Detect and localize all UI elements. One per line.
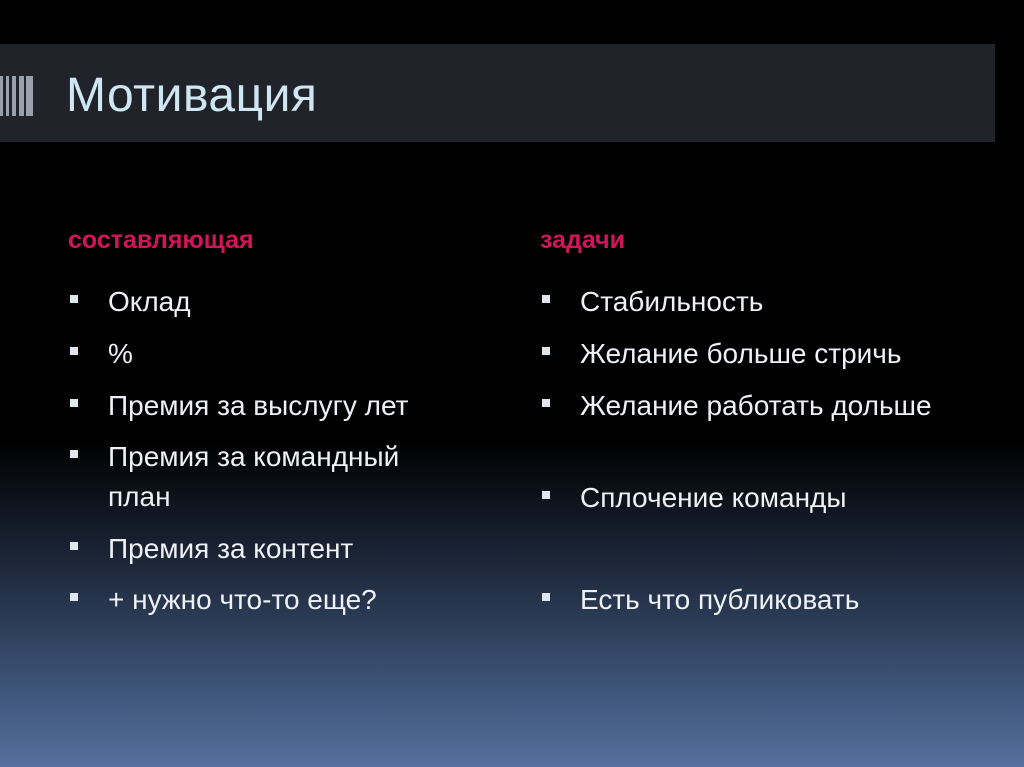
slide-title: Мотивация: [66, 69, 318, 122]
right-column: [540, 222, 980, 615]
list-item-text: Есть что публиковать: [580, 584, 860, 615]
square-bullet-icon: [542, 347, 550, 355]
list-item-text: Желание больше стричь: [580, 338, 902, 369]
square-bullet-icon: [542, 399, 550, 407]
list-item-text: %: [108, 338, 133, 369]
square-bullet-icon: [542, 593, 550, 601]
vertical-stripes-icon: [0, 76, 34, 116]
square-bullet-icon: [542, 295, 550, 303]
list-item-text: Стабильность: [580, 286, 764, 317]
list-item-text: Оклад: [108, 286, 191, 317]
list-item-text: Премия за выслугу лет: [108, 390, 409, 421]
list-item-text: + нужно что-то еще?: [108, 584, 377, 615]
list-item-text: Премия за командный план: [108, 441, 400, 512]
square-bullet-icon: [70, 593, 78, 601]
square-bullet-icon: [70, 295, 78, 303]
square-bullet-icon: [70, 399, 78, 407]
left-column-header: составляющая: [68, 226, 254, 254]
right-column-header: задачи: [540, 226, 626, 254]
list-item-text: Сплочение команды: [580, 482, 847, 513]
list-item-text: Желание работать дольше: [580, 390, 932, 421]
square-bullet-icon: [70, 347, 78, 355]
square-bullet-icon: [542, 491, 550, 499]
list-item-text: Премия за контент: [108, 533, 354, 564]
square-bullet-icon: [70, 450, 78, 458]
left-column: [68, 222, 508, 615]
square-bullet-icon: [70, 542, 78, 550]
